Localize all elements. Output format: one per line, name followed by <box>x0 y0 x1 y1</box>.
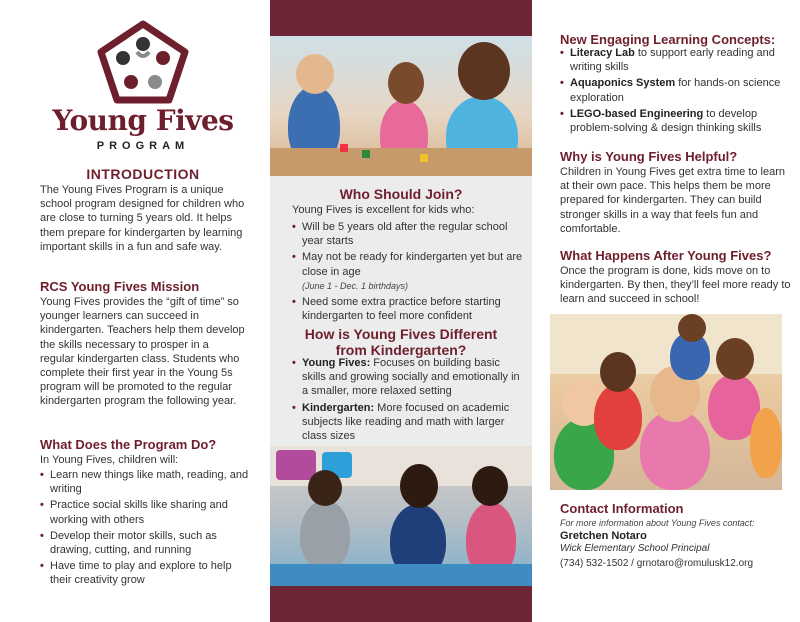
who-should-join-heading: Who Should Join? <box>339 186 463 202</box>
contact-name: Gretchen Notaro <box>560 530 647 542</box>
after-text: Once the program is done, kids move on to kindergarten. By then, they’ll feel more ready to learn and succeed in school! <box>560 265 791 306</box>
list-item: • Develop their motor skills, such as drawing, cutting, and running <box>40 529 252 557</box>
program-does-heading: What Does the Program Do? <box>40 437 217 452</box>
pentagon-children-icon <box>97 20 189 104</box>
right-panel <box>532 0 800 622</box>
list-item: • LEGO-based Engineering to develop problem-solving & design thinking skills <box>560 107 796 135</box>
list-item: • Literacy Lab to support early reading and writing skills <box>560 46 796 74</box>
children-playing-photo <box>270 36 532 176</box>
who-should-join-list <box>292 220 524 325</box>
middle-panel <box>270 0 532 622</box>
mission-text: Young Fives provides the “gift of time” so younger learners can succeed in kindergarten. Teachers help them develop the skills necessary to prosper in a regular kindergarten class. Students who complete their first year in the Young 5s program will be promoted to the regular kindergarten program the following year. <box>40 296 245 408</box>
helpful-text: Children in Young Fives get extra time to learn at their own pace. This helps them be more prepared for kindergarten. They can build stronger skills in a way that feels fun and comfortable. <box>560 166 786 235</box>
list-item: • Have time to play and explore to help their creativity grow <box>40 559 252 587</box>
logo-subtitle: PROGRAM <box>96 140 190 152</box>
intro-text: The Young Fives Program is a unique school program designed for children who are close to turning 5 years old. It helps them prepare for kindergarten by learning important skills in a fun and safe way. <box>40 184 245 253</box>
contact-lead: For more information about Young Fives contact: <box>560 518 755 528</box>
bottom-color-band <box>270 586 532 622</box>
top-color-band <box>270 0 532 36</box>
smiling-children-photo <box>550 314 782 490</box>
birthday-range-note: (June 1 - Dec. 1 birthdays) <box>302 280 409 291</box>
logo-title: Young Fives <box>52 104 234 137</box>
difference-list <box>292 356 524 445</box>
list-item: • Need some extra practice before starting kindergarten to feel more confident <box>292 295 524 323</box>
intro-heading: INTRODUCTION <box>86 166 200 182</box>
list-item: • Learn new things like math, reading, and writing <box>40 468 252 496</box>
mission-heading: RCS Young Fives Mission <box>40 279 200 294</box>
program-does-intro: In Young Fives, children will: <box>40 454 179 466</box>
classroom-carpet-photo <box>270 446 532 586</box>
list-item: • Will be 5 years old after the regular school year starts <box>292 220 524 248</box>
program-does-list <box>40 468 252 590</box>
difference-heading: How is Young Fives Different from Kindergarten? <box>304 326 498 358</box>
learning-concepts-heading: New Engaging Learning Concepts: <box>560 32 776 47</box>
contact-title: Wick Elementary School Principal <box>560 543 710 554</box>
contact-phone-email: (734) 532-1502 / grnotaro@romulusk12.org <box>560 558 754 569</box>
list-item: • May not be ready for kindergarten yet but are close in age (June 1 - Dec. 1 birthdays) <box>292 250 524 293</box>
program-logo <box>40 20 246 160</box>
list-item: • Aquaponics System for hands-on science exploration <box>560 76 796 104</box>
contact-heading: Contact Information <box>560 501 684 516</box>
helpful-heading: Why is Young Fives Helpful? <box>560 149 738 164</box>
who-should-join-intro: Young Fives is excellent for kids who: <box>292 204 475 216</box>
list-item: • Kindergarten: More focused on academic subjects like reading and math with larger class sizes <box>292 401 524 444</box>
after-heading: What Happens After Young Fives? <box>560 248 772 263</box>
list-item: • Young Fives: Focuses on building basic skills and growing socially and emotionally in a smaller, more relaxed setting <box>292 356 524 399</box>
list-item: • Practice social skills like sharing and working with others <box>40 498 252 526</box>
learning-concepts-list <box>560 46 796 137</box>
